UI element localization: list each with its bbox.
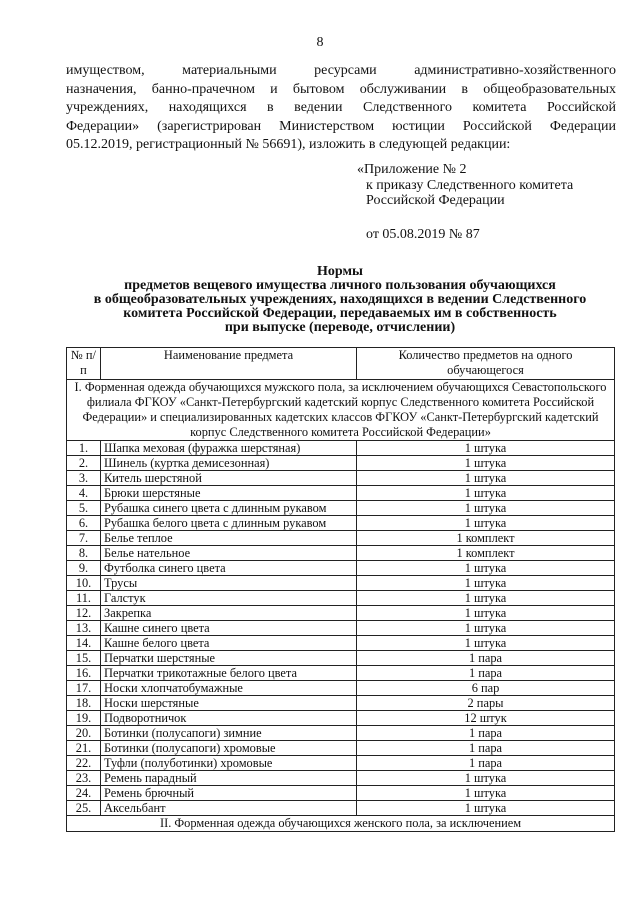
row-number: 22. (67, 756, 101, 771)
row-number: 11. (67, 591, 101, 606)
table-row (67, 711, 615, 726)
table-row (67, 546, 615, 561)
row-item-name: Перчатки шерстяные (101, 651, 357, 666)
heading-line: комитета Российской Федерации, передаваемых им в собственность (123, 306, 557, 321)
row-item-name: Носки хлопчатобумажные (101, 681, 357, 696)
table-row (67, 486, 615, 501)
row-number: 23. (67, 771, 101, 786)
table-row (67, 561, 615, 576)
appendix-order-date: от 05.08.2019 № 87 (366, 226, 480, 242)
table-row (67, 441, 615, 456)
table-row (67, 576, 615, 591)
row-quantity: 1 штука (357, 621, 615, 636)
row-quantity: 1 штука (357, 486, 615, 501)
appendix-organization: Российской Федерации (366, 193, 505, 208)
row-quantity: 1 штука (357, 771, 615, 786)
heading-line: при выпуске (переводе, отчислении) (224, 320, 456, 335)
row-item-name: Брюки шерстяные (101, 486, 357, 501)
row-number: 4. (67, 486, 101, 501)
row-item-name: Ремень парадный (101, 771, 357, 786)
row-quantity: 1 пара (357, 666, 615, 681)
row-number: 12. (67, 606, 101, 621)
table-row (67, 696, 615, 711)
table-row (67, 636, 615, 651)
row-item-name: Китель шерстяной (101, 471, 357, 486)
row-item-name: Ремень брючный (101, 786, 357, 801)
table-row (67, 621, 615, 636)
row-quantity: 1 пара (357, 651, 615, 666)
row-number: 18. (67, 696, 101, 711)
intro-line: учреждениях, находящихся в ведении Следственного комитета Российской (66, 100, 616, 115)
row-quantity: 2 пары (357, 696, 615, 711)
row-number: 2. (67, 456, 101, 471)
row-quantity: 1 штука (357, 561, 615, 576)
row-number: 5. (67, 501, 101, 516)
row-quantity: 6 пар (357, 681, 615, 696)
row-number: 17. (67, 681, 101, 696)
row-item-name: Рубашка белого цвета с длинным рукавом (101, 516, 357, 531)
heading-line: в общеобразовательных учреждениях, находящихся в ведении Следственного (93, 292, 587, 307)
row-quantity: 1 штука (357, 501, 615, 516)
row-quantity: 1 штука (357, 441, 615, 456)
table-row (67, 471, 615, 486)
row-item-name: Подворотничок (101, 711, 357, 726)
row-item-name: Шапка меховая (фуражка шерстяная) (101, 441, 357, 456)
table-row (67, 741, 615, 756)
appendix-reference (357, 162, 627, 242)
row-item-name: Галстук (101, 591, 357, 606)
page-number: 8 (316, 35, 324, 50)
row-quantity: 1 пара (357, 756, 615, 771)
row-item-name: Футболка синего цвета (101, 561, 357, 576)
row-item-name: Белье теплое (101, 531, 357, 546)
items-table (66, 347, 615, 832)
table-header-row (67, 348, 615, 380)
table-row (67, 726, 615, 741)
section-row (67, 816, 615, 832)
row-number: 15. (67, 651, 101, 666)
row-number: 10. (67, 576, 101, 591)
row-number: 24. (67, 786, 101, 801)
row-quantity: 1 штука (357, 471, 615, 486)
section-heading: I. Форменная одежда обучающихся мужского пола, за исключением обучающихся Севастопольского филиала ФГКОУ «Санкт-Петербургский кадетский корпус Следственного комитета Российской Федерации» и специализированных кадетских классов ФГКОУ «Санкт-Петербургский кадетский корпус Следственного комитета Российской Федерации» (67, 380, 615, 441)
table-row (67, 771, 615, 786)
row-item-name: Туфли (полуботинки) хромовые (101, 756, 357, 771)
row-number: 7. (67, 531, 101, 546)
row-number: 19. (67, 711, 101, 726)
row-number: 16. (67, 666, 101, 681)
row-number: 25. (67, 801, 101, 816)
intro-paragraph (66, 62, 616, 155)
intro-line: 05.12.2019, регистрационный № 56691), изложить в следующей редакции: (66, 137, 511, 152)
table-row (67, 516, 615, 531)
row-item-name: Кашне белого цвета (101, 636, 357, 651)
row-quantity: 1 штука (357, 636, 615, 651)
row-quantity: 12 штук (357, 711, 615, 726)
table-row (67, 606, 615, 621)
appendix-order: к приказу Следственного комитета (366, 177, 574, 193)
row-item-name: Ботинки (полусапоги) зимние (101, 726, 357, 741)
row-number: 13. (67, 621, 101, 636)
row-number: 20. (67, 726, 101, 741)
row-quantity: 1 штука (357, 591, 615, 606)
row-item-name: Белье нательное (101, 546, 357, 561)
row-number: 9. (67, 561, 101, 576)
row-number: 1. (67, 441, 101, 456)
table-row (67, 591, 615, 606)
row-quantity: 1 штука (357, 786, 615, 801)
table-row (67, 666, 615, 681)
row-quantity: 1 штука (357, 606, 615, 621)
table-row (67, 786, 615, 801)
row-quantity: 1 комплект (357, 531, 615, 546)
section-row (67, 380, 615, 441)
row-item-name: Рубашка синего цвета с длинным рукавом (101, 501, 357, 516)
table-row (67, 756, 615, 771)
header-item-name: Наименование предмета (101, 348, 357, 380)
row-quantity: 1 штука (357, 516, 615, 531)
table-row (67, 681, 615, 696)
row-item-name: Кашне синего цвета (101, 621, 357, 636)
row-quantity: 1 штука (357, 801, 615, 816)
row-number: 14. (67, 636, 101, 651)
row-number: 3. (67, 471, 101, 486)
row-item-name: Ботинки (полусапоги) хромовые (101, 741, 357, 756)
row-number: 8. (67, 546, 101, 561)
table-row (67, 456, 615, 471)
intro-line: имуществом, материальными ресурсами административно-хозяйственного (66, 63, 616, 78)
header-quantity: Количество предметов на одного обучающегося (357, 348, 615, 380)
table-row (67, 801, 615, 816)
row-item-name: Аксельбант (101, 801, 357, 816)
row-quantity: 1 штука (357, 576, 615, 591)
table-row (67, 651, 615, 666)
row-item-name: Носки шерстяные (101, 696, 357, 711)
intro-line: Федерации» (зарегистрирован Министерством юстиции Российской Федерации (66, 118, 616, 134)
row-item-name: Закрепка (101, 606, 357, 621)
row-quantity: 1 пара (357, 741, 615, 756)
table-row (67, 531, 615, 546)
row-quantity: 1 пара (357, 726, 615, 741)
intro-line: назначения, банно-прачечном и бытовом обслуживании в общеобразовательных (66, 81, 616, 97)
heading-title: Нормы (317, 264, 363, 279)
header-number: № п/п (67, 348, 101, 380)
row-number: 21. (67, 741, 101, 756)
row-number: 6. (67, 516, 101, 531)
appendix-title: «Приложение № 2 (357, 162, 467, 177)
row-item-name: Трусы (101, 576, 357, 591)
row-item-name: Шинель (куртка демисезонная) (101, 456, 357, 471)
row-item-name: Перчатки трикотажные белого цвета (101, 666, 357, 681)
heading-line: предметов вещевого имущества личного пользования обучающихся (124, 278, 556, 293)
section-heading: II. Форменная одежда обучающихся женского пола, за исключением (67, 816, 615, 832)
row-quantity: 1 комплект (357, 546, 615, 561)
row-quantity: 1 штука (357, 456, 615, 471)
table-row (67, 501, 615, 516)
document-heading (40, 265, 640, 335)
